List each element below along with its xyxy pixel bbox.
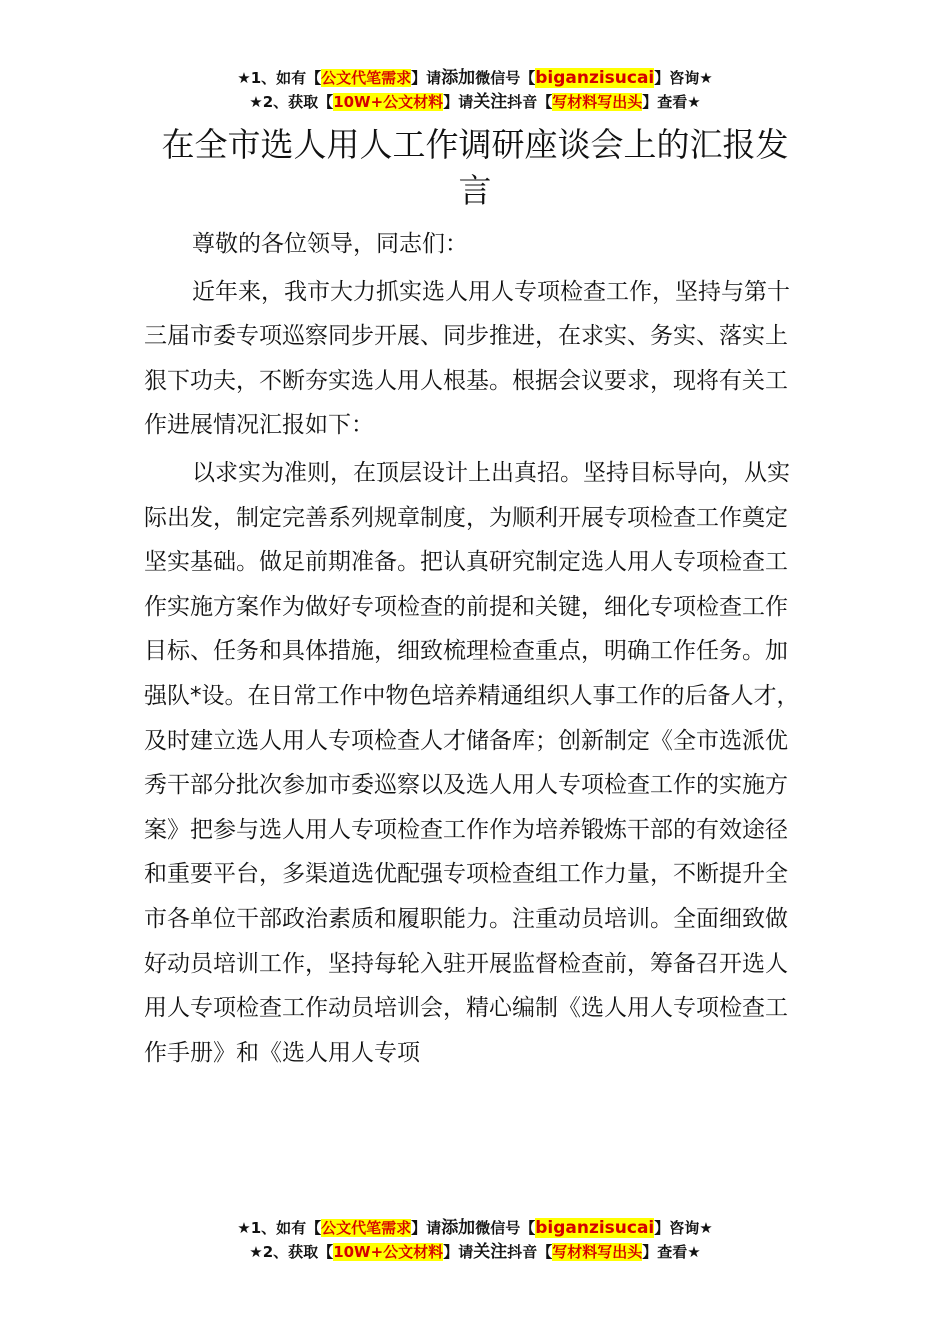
salutation: 尊敬的各位领导，同志们： — [192, 231, 468, 257]
banner-text: ★1、如有【 — [237, 69, 322, 87]
banner-line-1 — [0, 66, 950, 90]
banner-highlight: 公文代笔需求 — [321, 1219, 412, 1237]
banner-text: 】请 — [443, 93, 474, 111]
banner-text: ★1、如有【 — [237, 1219, 322, 1237]
banner-emphasis: 关注 — [473, 92, 508, 112]
banner-text: 微信号【 — [475, 69, 536, 87]
banner-emphasis: 关注 — [473, 1242, 508, 1262]
banner-highlight: 10W+公文材料 — [333, 1243, 444, 1261]
banner-line-2 — [0, 90, 950, 114]
banner-text: 】请 — [411, 1219, 442, 1237]
paragraph-intro: 近年来，我市大力抓实选人用人专项检查工作，坚持与第十三届市委专项巡察同步开展、同步推进，在求实、务实、落实上狠下功夫，不断夯实选人用人根基。根据会议要求，现将有关工作进展情况汇报如下： — [144, 278, 790, 439]
banner-text: 】请 — [411, 69, 442, 87]
banner-text: 微信号【 — [475, 1219, 536, 1237]
document-body — [144, 222, 810, 1075]
banner-text: ★2、获取【 — [249, 1243, 334, 1261]
banner-text: 抖音【 — [507, 93, 553, 111]
banner-text: 抖音【 — [507, 1243, 553, 1261]
banner-text: 】查看★ — [642, 93, 701, 111]
banner-highlight: 公文代笔需求 — [321, 69, 412, 87]
banner-wechat-id: biganzisucai — [535, 1218, 655, 1238]
banner-text: 】请 — [443, 1243, 474, 1261]
banner-emphasis: 添加 — [441, 68, 476, 88]
banner-line-1 — [0, 1216, 950, 1240]
banner-text: 】咨询★ — [654, 69, 713, 87]
banner-highlight: 写材料写出头 — [552, 93, 643, 111]
page-title: 在全市选人用人工作调研座谈会上的汇报发言 — [161, 125, 789, 210]
banner-highlight: 写材料写出头 — [552, 1243, 643, 1261]
banner-text: ★2、获取【 — [249, 93, 334, 111]
banner-text: 】咨询★ — [654, 1219, 713, 1237]
banner-wechat-id: biganzisucai — [535, 68, 655, 88]
footer-banner — [0, 1216, 950, 1264]
banner-text: 】查看★ — [642, 1243, 701, 1261]
banner-emphasis: 添加 — [441, 1218, 476, 1238]
banner-highlight: 10W+公文材料 — [333, 93, 444, 111]
paragraph-section-1: 以求实为准则，在顶层设计上出真招。坚持目标导向，从实际出发，制定完善系列规章制度，为顺利开展专项检查工作奠定坚实基础。做足前期准备。把认真研究制定选人用人专项检查工作实施方案作为做好专项检查的前提和关键，细化专项检查工作目标、任务和具体措施，细致梳理检查重点，明确工作任务。加强队*设。在日常工作中物色培养精通组织人事工作的后备人才，及时建立选人用人专项检查人才储备库；创新制定《全市选派优秀干部分批次参加市委巡察以及选人用人专项检查工作的实施方案》把参与选人用人专项检查工作作为培养锻炼干部的有效途径和重要平台，多渠道选优配强专项检查组工作力量，不断提升全市各单位干部政治素质和履职能力。注重动员培训。全面细致做好动员培训工作，坚持每轮入驻开展监督检查前，筹备召开选人用人专项检查工作动员培训会，精心编制《选人用人专项检查工作手册》和《选人用人专项 — [144, 459, 800, 1066]
header-banner — [0, 66, 950, 114]
banner-line-2 — [0, 1240, 950, 1264]
